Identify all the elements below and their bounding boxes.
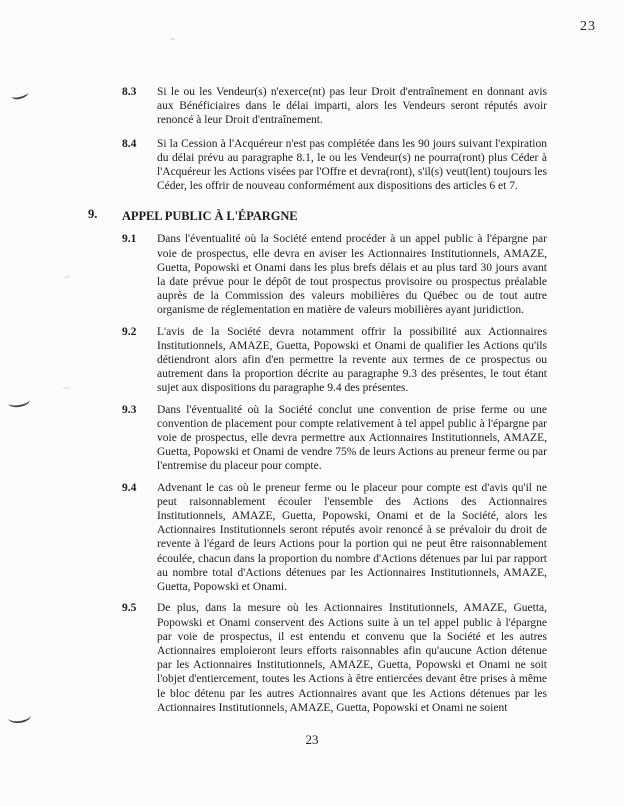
scan-speck [171,38,174,40]
scan-speck [64,275,70,279]
scan-artifact [7,394,31,409]
section-9-heading [88,207,552,224]
clause-number: 8.3 [122,86,137,98]
clause-8-3 [122,85,552,128]
section-title: APPEL PUBLIC À L'ÉPARGNE [122,209,298,224]
scan-speck [63,387,70,389]
clause-number: 8.4 [122,137,137,150]
document-body [88,85,552,715]
clause-9-2 [122,325,552,396]
clause-9-1 [122,232,552,317]
clause-text: Advenant le cas où le preneur ferme ou le placeur pour compte est d'avis qu'il ne peut raisonnablement écouler l'ensemble des Actions des Actionnaires Institutionnels, AMAZE, Guetta, Popowski, Onami et de la Société, alors les Actionnaires Institutionnels seront réputés avoir renoncé à se prévaloir du droit de revente à l'égard de leurs Actions pour la portion qui ne peut être raisonnablement écoulée, chacun dans la proportion du nombre d'Actions détenues par lui par rapport au nombre total d'Actions détenues par les Actionnaires Institutionnels, AMAZE, Guetta, Popowski et Onami. [157,481,547,594]
clause-number: 9.3 [122,403,137,416]
clause-number: 9.2 [122,325,137,338]
clause-text: Si le ou les Vendeur(s) n'exerce(nt) pas leur Droit d'entraînement en donnant avis aux Bénéficiaires dans le délai imparti, alors les Vendeurs seront réputés avoir renoncé à leur Droit d'entraînement. [157,86,547,127]
clause-text: Dans l'éventualité où la Société entend procéder à un appel public à l'épargne par voie de prospectus, elle devra en aviser les Actionnaires Institutionnels, AMAZE, Guetta, Popowski et Onami dans les plus brefs délais et au plus tard 30 jours avant la date prévue pour le dépôt de tout prospectus provisoire ou prospectus préalable auprès de la Commission des valeurs mobilières du Québec ou de tout autre organisme de réglementation en matière de valeurs mobilières ayant juridiction. [157,233,547,317]
page-number-top: 23 [580,19,596,34]
clause-9-4 [122,481,552,595]
page-number-bottom: 23 [305,732,319,747]
clause-text: Si la Cession à l'Acquéreur n'est pas complétée dans les 90 jours suivant l'expiration du délai prévu au paragraphe 8.1, le ou les Vendeur(s) ne pourra(ront) plus Céder à l'Acquéreur les Actions visées par l'Offre et devra(ront), s'il(s) veut(lent) toujours les Céder, les offrir de nouveau conformément aux dispositions des articles 6 et 7. [157,137,547,193]
clause-text: Dans l'éventualité où la Société conclut une convention de prise ferme ou une convention de placement pour compte relativement à tel appel public à l'épargne par voie de prospectus, elle devra permettre aux Actionnaires Institutionnels, AMAZE, Guetta, Popowski et Onami de vendre 75% de leurs Actions au preneur ferme ou par l'entremise du placeur pour compte. [157,403,547,473]
clause-8-4 [122,137,552,194]
clause-text: De plus, dans la mesure où les Actionnaires Institutionnels, AMAZE, Guetta, Popowski et Onami conservent des Actions suite à un tel appel public à l'épargne par voie de prospectus, il est entendu et convenu que la Société et les autres Actionnaires emploieront leurs efforts raisonnables afin qu'aucune Action détenue par les Actionnaires Institutionnels, AMAZE, Guetta, Popowski et Onami ne soit l'objet d'entiercement, toutes les Actions à être entiercées devant être prises à même le bloc détenu par les autres Actionnaires avant que les Actions détenues par les Actionnaires Institutionnels, AMAZE, Guetta, Popowski et Onami ne soient [157,602,547,714]
clause-number: 9.4 [122,481,137,494]
clause-9-3 [122,403,552,474]
scan-artifact [7,708,32,724]
clause-9-5 [122,601,552,715]
scan-artifact [10,88,29,101]
clause-text: L'avis de la Société devra notamment offrir la possibilité aux Actionnaires Institutionnels, AMAZE, Guetta, Popowski et Onami de qualifier les Actions qu'ils détiendront alors afin d'en permettre la revente aux termes de ce prospectus ou autrement dans la proportion décrite au paragraphe 9.3 des présentes, le tout étant sujet aux dispositions du paragraphe 9.4 des présentes. [157,325,547,395]
clause-number: 9.5 [122,602,137,615]
section-number: 9. [88,207,98,222]
clause-number: 9.1 [122,233,137,246]
